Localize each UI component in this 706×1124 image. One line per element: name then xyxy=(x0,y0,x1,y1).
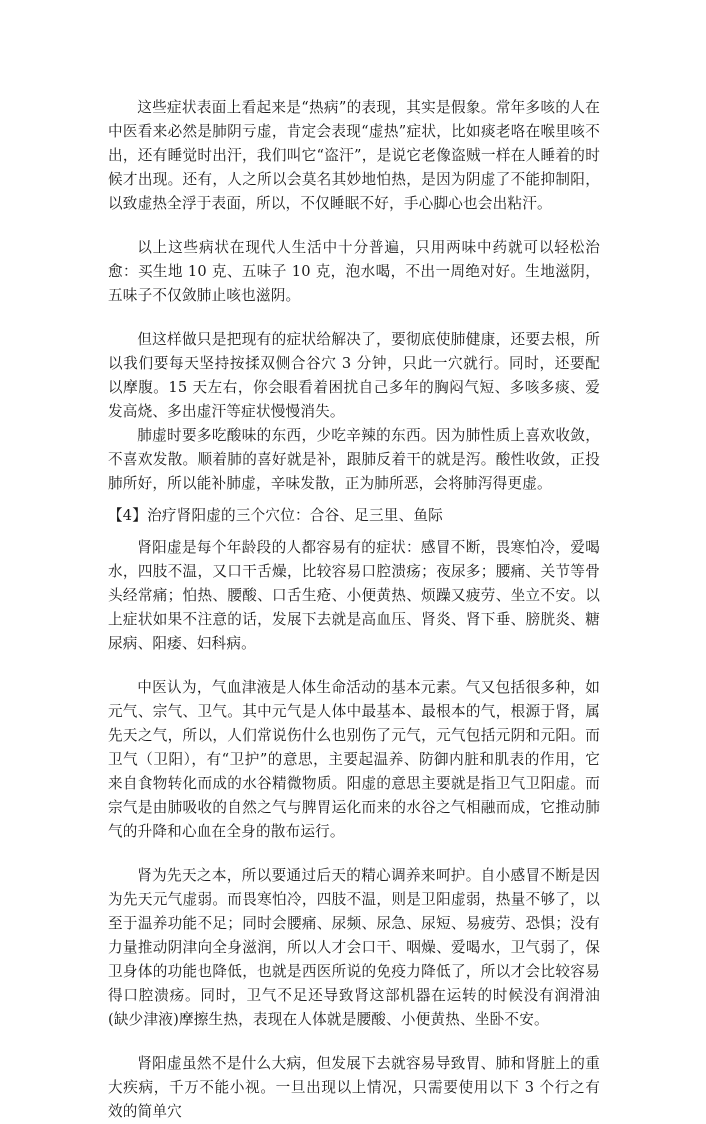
paragraph-gap xyxy=(108,308,600,328)
paragraph-gap xyxy=(108,1032,600,1052)
paragraph-kidney-warning: 肾阳虚虽然不是什么大病，但发展下去就容易导致胃、肺和肾脏上的重大疾病，千万不能小视。一旦出现以上情况，只需要使用以下 3 个行之有效的简单穴 xyxy=(108,1055,600,1120)
paragraph-false-heat-symptoms: 这些症状表面上看起来是“热病”的表现，其实是假象。常年多咳的人在中医看来必然是肺阴亏虚，肯定会表现“虚热”症状，比如痰老咯在喉里咳不出，还有睡觉时出汗，我们叫它“盗汗”，是说它老像盗贼一样在人睡着的时候才出现。还有，人之所以会莫名其妙地怕热，是因为阴虚了不能抑制阳，以致虚热全浮于表面，所以，不仅睡眠不好，手心脚心也会出粘汗。 xyxy=(108,99,600,212)
paragraph-gap xyxy=(108,844,600,864)
paragraph-gap xyxy=(108,656,600,676)
paragraph-qi-theory: 中医认为，气血津液是人体生命活动的基本元素。气又包括很多种，如元气、宗气、卫气。其中元气是人体中最基本、最根本的气，根源于肾，属先天之气，所以，人们常说伤什么也别伤了元气，元气包括元阴和元阳。而卫气（卫阳），有“卫护”的意思，主要起温养、防御内脏和肌表的作用，它来自食物转化而成的水谷精微物质。阳虚的意思主要就是指卫气卫阳虚。而宗气是由肺吸收的自然之气与脾胃运化而来的水谷之气相融而成，它推动肺气的升降和心血在全身的散布运行。 xyxy=(108,679,600,840)
paragraph-gap xyxy=(108,496,600,504)
paragraph-diet-advice: 肺虚时要多吃酸味的东西，少吃辛辣的东西。因为肺性质上喜欢收敛，不喜欢发散。顺着肺的喜好就是补，跟肺反着干的就是泻。酸性收敛，正投肺所好，所以能补肺虚，辛味发散，正为肺所恶，会将肺泻得更虚。 xyxy=(108,427,600,492)
document-body xyxy=(108,96,600,1124)
paragraph-gap xyxy=(108,528,600,536)
paragraph-kidney-yang-symptoms: 肾阳虚是每个年龄段的人都容易有的症状：感冒不断，畏寒怕冷，爱喝水，四肢不温，又口干舌燥，比较容易口腔溃疡；夜尿多；腰痛、关节等骨头经常痛；怕热、腰酸、口舌生疮、小便黄热、烦躁又疲劳、坐立不安。以上症状如果不注意的话，发展下去就是高血压、肾炎、肾下垂、膀胱炎、糖尿病、阳痿、妇科病。 xyxy=(108,539,600,652)
paragraph-gap xyxy=(108,216,600,236)
paragraph-kidney-foundation: 肾为先天之本，所以要通过后天的精心调养来呵护。自小感冒不断是因为先天元气虚弱。而畏寒怕冷，四肢不温，则是卫阳虚弱，热量不够了，以至于温养功能不足；同时会腰痛、尿频、尿急、尿短、易疲劳、恐惧；没有力量推动阴津向全身滋润，所以人才会口干、咽燥、爱喝水，卫气弱了，保卫身体的功能也降低，也就是西医所说的免疫力降低了，所以才会比较容易得口腔溃疡。同时，卫气不足还导致肾这部机器在运转的时候没有润滑油(缺少津液)摩擦生热，表现在人体就是腰酸、小便黄热、坐卧不安。 xyxy=(108,867,600,1028)
section-title: 【4】治疗肾阳虚的三个穴位：合谷、足三里、鱼际 xyxy=(108,507,443,524)
paragraph-acupoint-massage: 但这样做只是把现有的症状给解决了，要彻底使肺健康，还要去根，所以我们要每天坚持按揉双侧合谷穴 3 分钟，只此一穴就行。同时，还要配以摩腹。15 天左右，你会眼看着困扰自己多年的胸闷气短、多咳多痰、爱发高烧、多出虚汗等症状慢慢消失。 xyxy=(108,331,600,420)
paragraph-herbal-remedy: 以上这些病状在现代人生活中十分普遍，只用两味中药就可以轻松治愈：买生地 10 克、五味子 10 克，泡水喝，不出一周绝对好。生地滋阴，五味子不仅敛肺止咳也滋阴。 xyxy=(108,239,600,304)
